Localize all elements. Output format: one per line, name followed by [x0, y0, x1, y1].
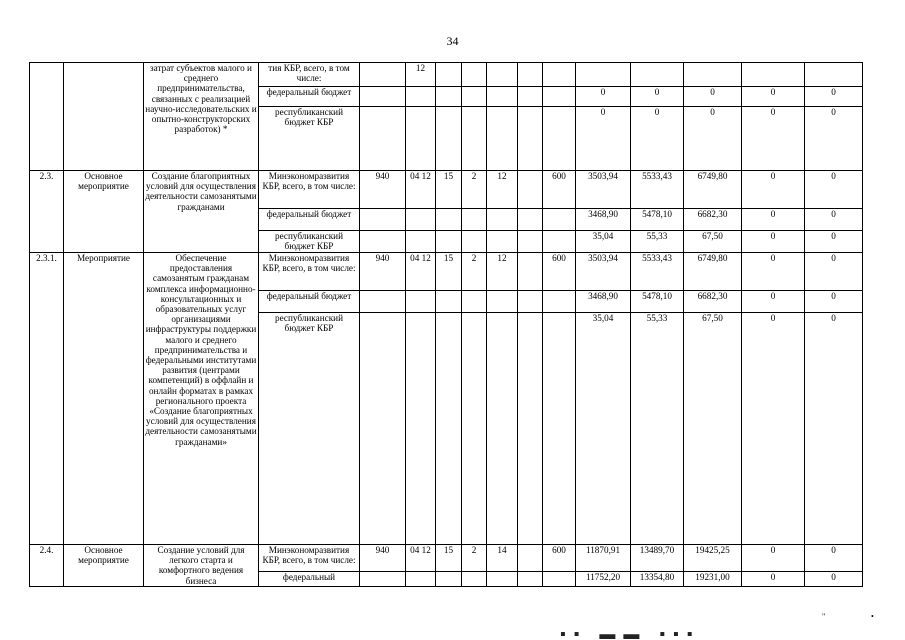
year3-cell: 6749,80: [684, 253, 742, 291]
csr-cell: [487, 107, 518, 171]
year1-cell: 0: [576, 87, 631, 107]
year1-cell: 35,04: [576, 313, 631, 545]
csr-cell: 15: [436, 171, 462, 209]
vr-cell: [543, 209, 576, 231]
rz-pr-cell: 12: [406, 63, 436, 87]
grbs-cell: [360, 313, 406, 545]
year4-cell: 0: [742, 253, 805, 291]
funding-source-cell: федеральный: [259, 572, 360, 587]
funding-source-cell: Минэкономразвития КБР, всего, в том числе:: [259, 253, 360, 291]
table-row: [30, 253, 863, 291]
year3-cell: 0: [684, 107, 742, 171]
csr-cell: [436, 231, 462, 253]
row-number-cell: [30, 63, 64, 171]
grbs-cell: [360, 209, 406, 231]
csr-cell: [487, 231, 518, 253]
grbs-cell: [360, 107, 406, 171]
vr-cell: [543, 87, 576, 107]
csr-cell: [518, 253, 543, 291]
year3-cell: 19425,25: [684, 545, 742, 572]
year2-cell: 13489,70: [631, 545, 684, 572]
grbs-cell: [360, 87, 406, 107]
year3-cell: [684, 63, 742, 87]
year3-cell: 6682,30: [684, 209, 742, 231]
rz-pr-cell: 04 12: [406, 545, 436, 572]
rz-pr-cell: [406, 313, 436, 545]
year2-cell: 5478,10: [631, 209, 684, 231]
year4-cell: 0: [742, 171, 805, 209]
year2-cell: 0: [631, 87, 684, 107]
rz-pr-cell: 04 12: [406, 253, 436, 291]
csr-cell: [436, 209, 462, 231]
row-kind-cell: Основное мероприятие: [64, 171, 144, 253]
row-number-cell: 2.3.1.: [30, 253, 64, 545]
row-kind-cell: Основное мероприятие: [64, 545, 144, 587]
grbs-cell: 940: [360, 171, 406, 209]
rz-pr-cell: [406, 107, 436, 171]
csr-cell: [518, 63, 543, 87]
year1-cell: 3503,94: [576, 171, 631, 209]
vr-cell: 600: [543, 253, 576, 291]
csr-cell: [487, 209, 518, 231]
csr-cell: 15: [436, 253, 462, 291]
csr-cell: 2: [462, 171, 487, 209]
csr-cell: 14: [487, 545, 518, 572]
year5-cell: 0: [805, 107, 863, 171]
scan-mark: ": [822, 612, 826, 621]
year4-cell: 0: [742, 545, 805, 572]
year5-cell: 0: [805, 171, 863, 209]
csr-cell: [518, 107, 543, 171]
csr-cell: [487, 572, 518, 587]
csr-cell: [436, 572, 462, 587]
table-row: [30, 545, 863, 572]
csr-cell: [487, 63, 518, 87]
grbs-cell: 940: [360, 545, 406, 572]
row-kind-cell: Мероприятие: [64, 253, 144, 545]
vr-cell: [543, 107, 576, 171]
year4-cell: 0: [742, 87, 805, 107]
row-name-cell: Создание условий для легкого старта и комфортного ведения бизнеса: [144, 545, 259, 587]
csr-cell: [462, 572, 487, 587]
year4-cell: 0: [742, 209, 805, 231]
rz-pr-cell: [406, 87, 436, 107]
vr-cell: [543, 231, 576, 253]
year2-cell: 5478,10: [631, 291, 684, 313]
funding-source-cell: республиканский бюджет КБР: [259, 313, 360, 545]
year5-cell: 0: [805, 291, 863, 313]
rz-pr-cell: [406, 231, 436, 253]
funding-source-cell: федеральный бюджет: [259, 87, 360, 107]
csr-cell: [518, 545, 543, 572]
year1-cell: 35,04: [576, 231, 631, 253]
csr-cell: [436, 87, 462, 107]
year1-cell: 0: [576, 107, 631, 171]
csr-cell: 15: [436, 545, 462, 572]
year4-cell: 0: [742, 107, 805, 171]
grbs-cell: [360, 572, 406, 587]
csr-cell: [436, 313, 462, 545]
csr-cell: [518, 572, 543, 587]
rz-pr-cell: 04 12: [406, 171, 436, 209]
year3-cell: 67,50: [684, 313, 742, 545]
csr-cell: [436, 291, 462, 313]
csr-cell: [518, 87, 543, 107]
csr-cell: [518, 313, 543, 545]
funding-source-cell: Минэкономразвития КБР, всего, в том числе:: [259, 171, 360, 209]
csr-cell: [436, 63, 462, 87]
table-row: [30, 63, 863, 87]
table-row: [30, 171, 863, 209]
funding-source-cell: тия КБР, всего, в том числе:: [259, 63, 360, 87]
rz-pr-cell: [406, 209, 436, 231]
year3-cell: 6682,30: [684, 291, 742, 313]
vr-cell: [543, 572, 576, 587]
csr-cell: 12: [487, 253, 518, 291]
rz-pr-cell: [406, 572, 436, 587]
scan-smudge: ▪▪ ▬▬ ▪▪▪: [560, 626, 701, 640]
csr-cell: [462, 231, 487, 253]
csr-cell: [518, 291, 543, 313]
funding-source-cell: федеральный бюджет: [259, 209, 360, 231]
year1-cell: 11752,20: [576, 572, 631, 587]
year1-cell: 3468,90: [576, 209, 631, 231]
grbs-cell: [360, 291, 406, 313]
funding-source-cell: республиканский бюджет КБР: [259, 231, 360, 253]
year3-cell: 6749,80: [684, 171, 742, 209]
csr-cell: [518, 171, 543, 209]
year5-cell: 0: [805, 253, 863, 291]
year4-cell: 0: [742, 313, 805, 545]
year2-cell: 55,33: [631, 231, 684, 253]
year5-cell: 0: [805, 572, 863, 587]
year4-cell: 0: [742, 291, 805, 313]
year1-cell: 11870,91: [576, 545, 631, 572]
year2-cell: 5533,43: [631, 171, 684, 209]
csr-cell: [518, 209, 543, 231]
year2-cell: 55,33: [631, 313, 684, 545]
vr-cell: [543, 291, 576, 313]
vr-cell: 600: [543, 171, 576, 209]
csr-cell: [462, 291, 487, 313]
csr-cell: [462, 209, 487, 231]
year1-cell: 3503,94: [576, 253, 631, 291]
year5-cell: 0: [805, 313, 863, 545]
vr-cell: 600: [543, 545, 576, 572]
year2-cell: 0: [631, 107, 684, 171]
row-name-cell: Обеспечение предоставления самозанятым гражданам комплекса информационно-консультационных и образовательных услуг организациями инфраструктуры поддержки малого и среднего предпринимательства и федеральными институтами развития (центрами компетенций) в оффлайн и онлайн форматах в рамках регионального проекта «Создание благоприятных условий для осуществления деятельности самозанятыми гражданами»: [144, 253, 259, 545]
row-number-cell: 2.3.: [30, 171, 64, 253]
row-number-cell: 2.4.: [30, 545, 64, 587]
funding-source-cell: федеральный бюджет: [259, 291, 360, 313]
budget-table: [29, 62, 863, 587]
year2-cell: 5533,43: [631, 253, 684, 291]
grbs-cell: [360, 63, 406, 87]
csr-cell: [487, 291, 518, 313]
vr-cell: [543, 313, 576, 545]
csr-cell: [436, 107, 462, 171]
csr-cell: [487, 87, 518, 107]
page-number: 34: [446, 34, 459, 48]
year4-cell: 0: [742, 572, 805, 587]
csr-cell: [518, 231, 543, 253]
year3-cell: 67,50: [684, 231, 742, 253]
csr-cell: 2: [462, 545, 487, 572]
grbs-cell: 940: [360, 253, 406, 291]
row-kind-cell: [64, 63, 144, 171]
year5-cell: 0: [805, 209, 863, 231]
csr-cell: [487, 313, 518, 545]
year3-cell: 19231,00: [684, 572, 742, 587]
csr-cell: 12: [487, 171, 518, 209]
vr-cell: [543, 63, 576, 87]
funding-source-cell: Минэкономразвития КБР, всего, в том числе:: [259, 545, 360, 572]
year1-cell: 3468,90: [576, 291, 631, 313]
row-name-cell: затрат субъектов малого и среднего предпринимательства, связанных с реализацией научно-исследовательских и опытно-конструкторских разработок) *: [144, 63, 259, 171]
row-name-cell: Создание благоприятных условий для осуществления деятельности самозанятыми гражданами: [144, 171, 259, 253]
csr-cell: [462, 63, 487, 87]
csr-cell: 2: [462, 253, 487, 291]
year1-cell: [576, 63, 631, 87]
year4-cell: [742, 63, 805, 87]
year5-cell: [805, 63, 863, 87]
csr-cell: [462, 107, 487, 171]
grbs-cell: [360, 231, 406, 253]
year5-cell: 0: [805, 87, 863, 107]
year3-cell: 0: [684, 87, 742, 107]
year2-cell: 13354,80: [631, 572, 684, 587]
year2-cell: [631, 63, 684, 87]
csr-cell: [462, 313, 487, 545]
year5-cell: 0: [805, 231, 863, 253]
csr-cell: [462, 87, 487, 107]
funding-source-cell: республиканский бюджет КБР: [259, 107, 360, 171]
rz-pr-cell: [406, 291, 436, 313]
year5-cell: 0: [805, 545, 863, 572]
scan-mark: •: [871, 612, 874, 621]
year4-cell: 0: [742, 231, 805, 253]
